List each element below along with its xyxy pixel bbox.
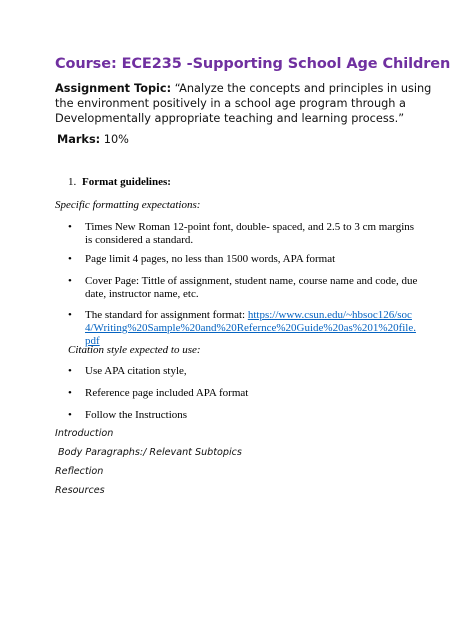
assignment-topic-label: Assignment Topic: [55, 82, 172, 95]
assignment-format-link[interactable]: https://www.csun.edu/~hbsoc126/soc4/Writing%20Sample%20and%20Refernce%20Guide%20as%201%20file.pdf [85, 309, 416, 347]
format-item-text: The standard for assignment format: [85, 309, 248, 321]
list-number: 1. [68, 176, 77, 188]
format-guidelines-heading [68, 176, 171, 188]
citation-item-text: Follow the Instructions [85, 409, 188, 421]
section-introduction: Introduction [55, 428, 114, 439]
section-resources: Resources [55, 485, 105, 496]
format-item-text: Cover Page: Tittle of assignment, student name, course name and code, due date, instructor name, etc. [85, 275, 418, 300]
citation-item-text: Reference page included APA format [85, 387, 249, 399]
bullet-icon: • [68, 221, 72, 233]
format-item-standard [68, 309, 418, 348]
section-reflection: Reflection [55, 466, 104, 477]
citation-item-instructions [68, 409, 418, 422]
marks-value: 10% [100, 133, 129, 146]
bullet-icon: • [68, 387, 72, 399]
section-body-paragraphs: Body Paragraphs:/ Relevant Subtopics [55, 447, 242, 458]
bullet-icon: • [68, 275, 72, 287]
citation-item-text: Use APA citation style, [85, 365, 187, 377]
format-item-font [68, 221, 418, 247]
bullet-icon: • [68, 365, 72, 377]
format-guidelines-title: Format guidelines: [82, 176, 171, 188]
citation-style-label: Citation style expected to use: [68, 344, 201, 356]
marks [57, 133, 129, 146]
assignment-topic [55, 81, 435, 126]
bullet-icon: • [68, 253, 72, 265]
format-item-text: Page limit 4 pages, no less than 1500 words, APA format [85, 253, 336, 265]
course-title: Course: ECE235 -Supporting School Age Children [55, 56, 451, 72]
assignment-topic-text: “Analyze the concepts and principles in using the environment positively in a school age program through a Developmentally appropriate teaching and learning process.” [55, 82, 432, 125]
format-item-text: Times New Roman 12-point font, double- spaced, and 2.5 to 3 cm margins is considered a standard. [85, 221, 415, 246]
format-item-cover-page [68, 275, 418, 301]
bullet-icon: • [68, 409, 72, 421]
citation-item-reference [68, 387, 418, 400]
format-item-page-limit [68, 253, 418, 266]
bullet-icon: • [68, 309, 72, 321]
citation-item-apa [68, 365, 418, 378]
marks-label: Marks: [57, 133, 101, 146]
specific-formatting-label: Specific formatting expectations: [55, 199, 201, 211]
